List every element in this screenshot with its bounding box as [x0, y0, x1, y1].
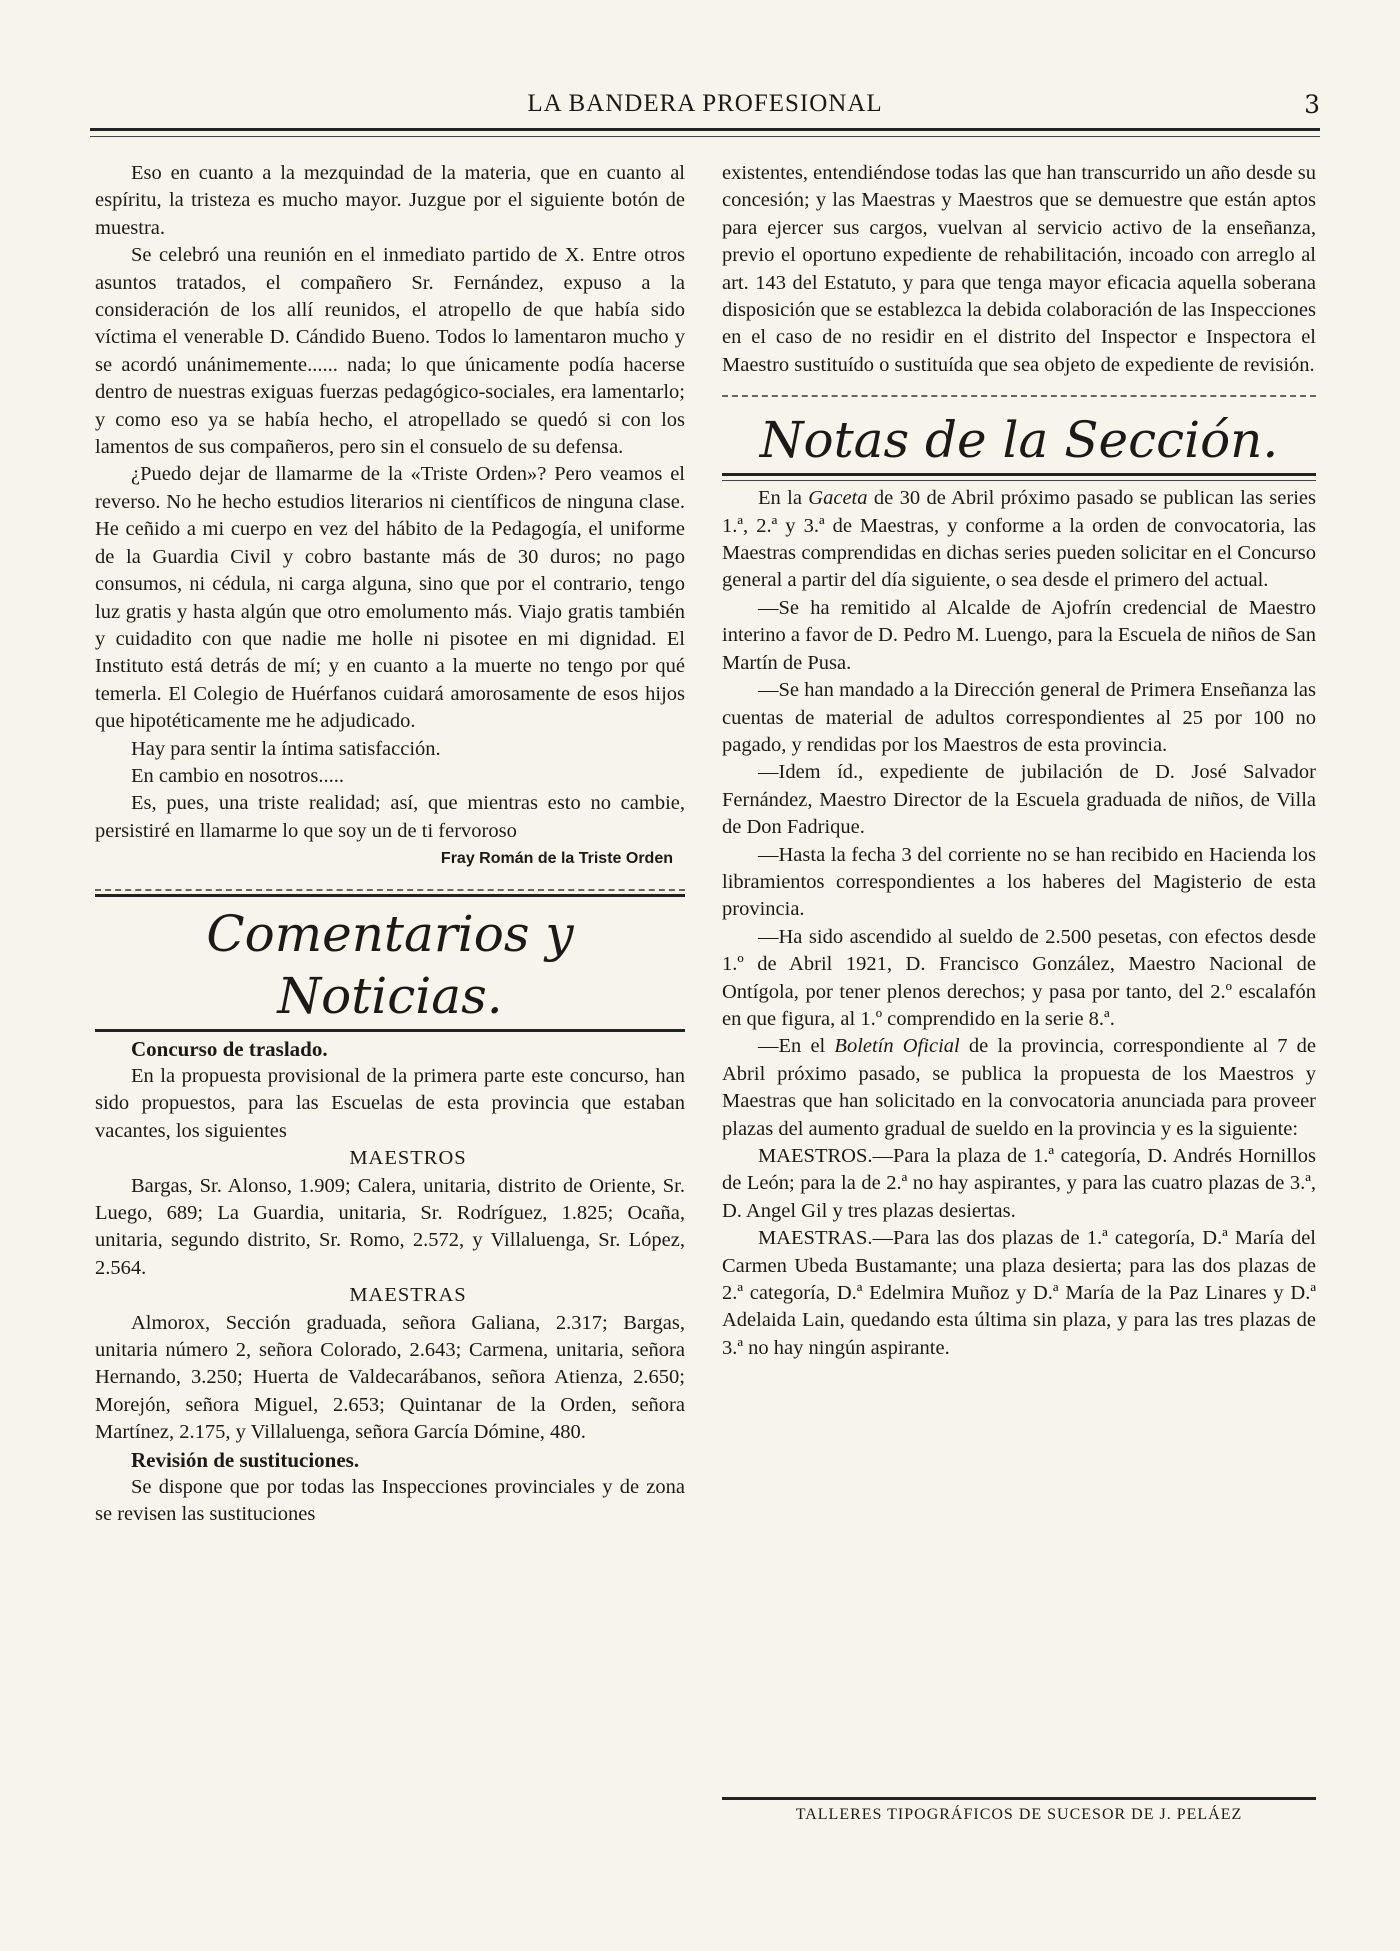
subheading-revision: Revisión de sustituciones. [131, 1447, 360, 1472]
article-paragraph: ¿Puedo dejar de llamarme de la «Triste Orden»? Pero veamos el reverso. No he hecho estudios literarios ni científicos de ninguna clase. He ceñido a mi cuerpo en vez del hábito de la Pedagogía, el uniforme de la Guardia Civil y cobro bastante más de 30 duros; no pago consumos, ni cédula, ni carga alguna, sino que por el contrario, tengo luz gratis y hasta algún que otro emolumento más. Viajo gratis también y cuidadito con que nadie me holle ni pisotee en mi dignidad. El Instituto está detrás de mí; y en cuanto a la muerte no tengo por qué temerla. El Colegio de Huérfanos cuidará amorosamente de esos hijos que hipotéticamente me he adjudicado. [95, 463, 685, 733]
article-signature: Fray Román de la Triste Orden [440, 850, 673, 868]
left-column [95, 160, 685, 1529]
section-divider [95, 889, 685, 897]
maestros-list: Bargas, Sr. Alonso, 1.909; Calera, unitaria, distrito de Oriente, Sr. Luego, 689; La Guardia, unitaria, Sr. Rodríguez, 1.825; Ocaña, unitaria, segundo distrito, Sr. Romo, 2.572, y Villaluenga, Sr. López, 2.564. [95, 1174, 685, 1279]
page-header [90, 90, 1320, 124]
section-title-comentarios: Comentarios y Noticias. [206, 904, 574, 1025]
page-number: 3 [1304, 90, 1320, 119]
article-paragraph: existentes, entendiéndose todas las que han transcurrido un año desde su concesión; y las Maestras y Maestros que se demuestre que están aptos para ejercer sus cargos, vuelvan al servicio activo de la enseñanza, previo el oportuno expediente de rehabilitación, incoado con arreglo al art. 143 del Estatuto, y para que tenga mayor eficacia aquella soberana disposición que se establezca la debida colaboración de las Inspecciones en el caso de no residir en el distrito del Inspector e Inspectora el Maestro sustituído o sustituída que sea objeto de expediente de revisión. [722, 162, 1316, 376]
list-heading-maestros: MAESTROS [349, 1147, 467, 1170]
article-paragraph: En la propuesta provisional de la primera parte este concurso, han sido propuestos, para las Escuelas de esta provincia que estaban vacantes, los siguientes [95, 1064, 685, 1142]
section-rule [722, 480, 1316, 481]
news-item: —Ha sido ascendido al sueldo de 2.500 pesetas, con efectos desde 1.º de Abril 1921, D. Francisco González, Maestro Nacional de Ontígola, por tener plenos derechos; y pasa por tanto, del 2.º escalafón en que figura, al 1.º comprendido en la serie 8.ª. [722, 925, 1316, 1030]
news-item: —En el Boletín Oficial de la provincia, correspondiente al 7 de Abril próximo pasado, se publica la propuesta de los Maestros y Maestras que han solicitado en la convocatoria anunciada para proveer plazas del aumento gradual de sueldo en la provincia y es la siguiente: [722, 1035, 1316, 1140]
header-rule [90, 128, 1320, 137]
news-item: —Hasta la fecha 3 del corriente no se han recibido en Hacienda los libramientos correspondientes a los haberes del Magisterio de esta provincia. [722, 843, 1316, 921]
section-title-notas: Notas de la Sección. [759, 411, 1279, 470]
right-column [722, 160, 1316, 1362]
section-rule [95, 1029, 685, 1032]
article-paragraph: Es, pues, una triste realidad; así, que mientras esto no cambie, persistiré en llamarme lo que soy un de ti fervoroso [95, 792, 685, 842]
article-paragraph: En cambio en nosotros..... [131, 764, 344, 787]
newspaper-title: LA BANDERA PROFESIONAL [527, 90, 883, 117]
news-item: MAESTROS.—Para la plaza de 1.ª categoría, D. Andrés Hornillos de León; para la de 2.ª no hay aspirantes, y para las cuatro plazas de 3.ª, D. Angel Gil y tres plazas desiertas. [722, 1145, 1316, 1222]
news-item: En la Gaceta de 30 de Abril próximo pasado se publican las series 1.ª, 2.ª y 3.ª de Maestras, y conforme a la orden de convocatoria, las Maestras comprendidas en dichas series pueden solicitar en el Concurso general a partir del día siguiente, o sea desde el primero del actual. [722, 487, 1316, 592]
section-divider [722, 395, 1316, 403]
news-item: —Idem íd., expediente de jubilación de D. José Salvador Fernández, Maestro Director de la Escuela graduada de niños, de Villa de Don Fadrique. [722, 761, 1316, 839]
news-item: MAESTRAS.—Para las dos plazas de 1.ª categoría, D.ª María del Carmen Ubeda Bustamante; una plaza desierta; para las dos plazas de 2.ª categoría, D.ª Edelmira Muñoz y D.ª María de la Paz Linares y D.ª Adelaida Lain, quedando esta última sin plaza, y para las tres plazas de 3.ª no hay ningún aspirante. [722, 1227, 1316, 1359]
news-item: —Se ha remitido al Alcalde de Ajofrín credencial de Maestro interino a favor de D. Pedro M. Luengo, para la Escuela de niños de San Martín de Pusa. [722, 596, 1316, 674]
article-paragraph: Se celebró una reunión en el inmediato partido de X. Entre otros asuntos tratados, el compañero Sr. Fernández, expuso a la consideración de los allí reunidos, el atropello de que había sido víctima el venerable D. Cándido Bueno. Todos lo lamentaron mucho y se acordó unánimemente...... nada; lo que únicamente podía hacerse dentro de nuestras exiguas fuerzas pedagógico-sociales, era lamentarlo; y como eso ya se había hecho, el atropellado se quedó si con los lamentos de sus compañeros, pero sin el consuelo de su defensa. [95, 244, 685, 459]
article-paragraph: Hay para sentir la íntima satisfacción. [131, 737, 441, 760]
printer-footer: TALLERES TIPOGRÁFICOS DE SUCESOR DE J. PELÁEZ [795, 1806, 1243, 1823]
article-paragraph: Se dispone que por todas las Inspecciones provinciales y de zona se revisen las sustituciones [95, 1476, 685, 1526]
article-paragraph: Eso en cuanto a la mezquindad de la materia, que en cuanto al espíritu, la tristeza es mucho mayor. Juzgue por el siguiente botón de muestra. [95, 162, 685, 239]
subheading-concurso: Concurso de traslado. [131, 1036, 328, 1061]
section-rule [722, 473, 1316, 476]
maestras-list: Almorox, Sección graduada, señora Galiana, 2.317; Bargas, unitaria número 2, señora Colorado, 2.643; Carmena, unitaria, señora Hernando, 3.250; Huerta de Valdecarábanos, señora Atienza, 2.650; Morejón, señora Miguel, 2.653; Quintanar de la Orden, señora Martínez, 2.175, y Villaluenga, señora García Dómine, 480. [95, 1311, 685, 1444]
list-heading-maestras: MAESTRAS [349, 1284, 467, 1307]
news-item: —Se han mandado a la Dirección general de Primera Enseñanza las cuentas de material de adultos correspondientes al 25 por 100 no pagado, y rendidas por los Maestros de esta provincia. [722, 679, 1316, 756]
footer-rule [722, 1797, 1316, 1800]
